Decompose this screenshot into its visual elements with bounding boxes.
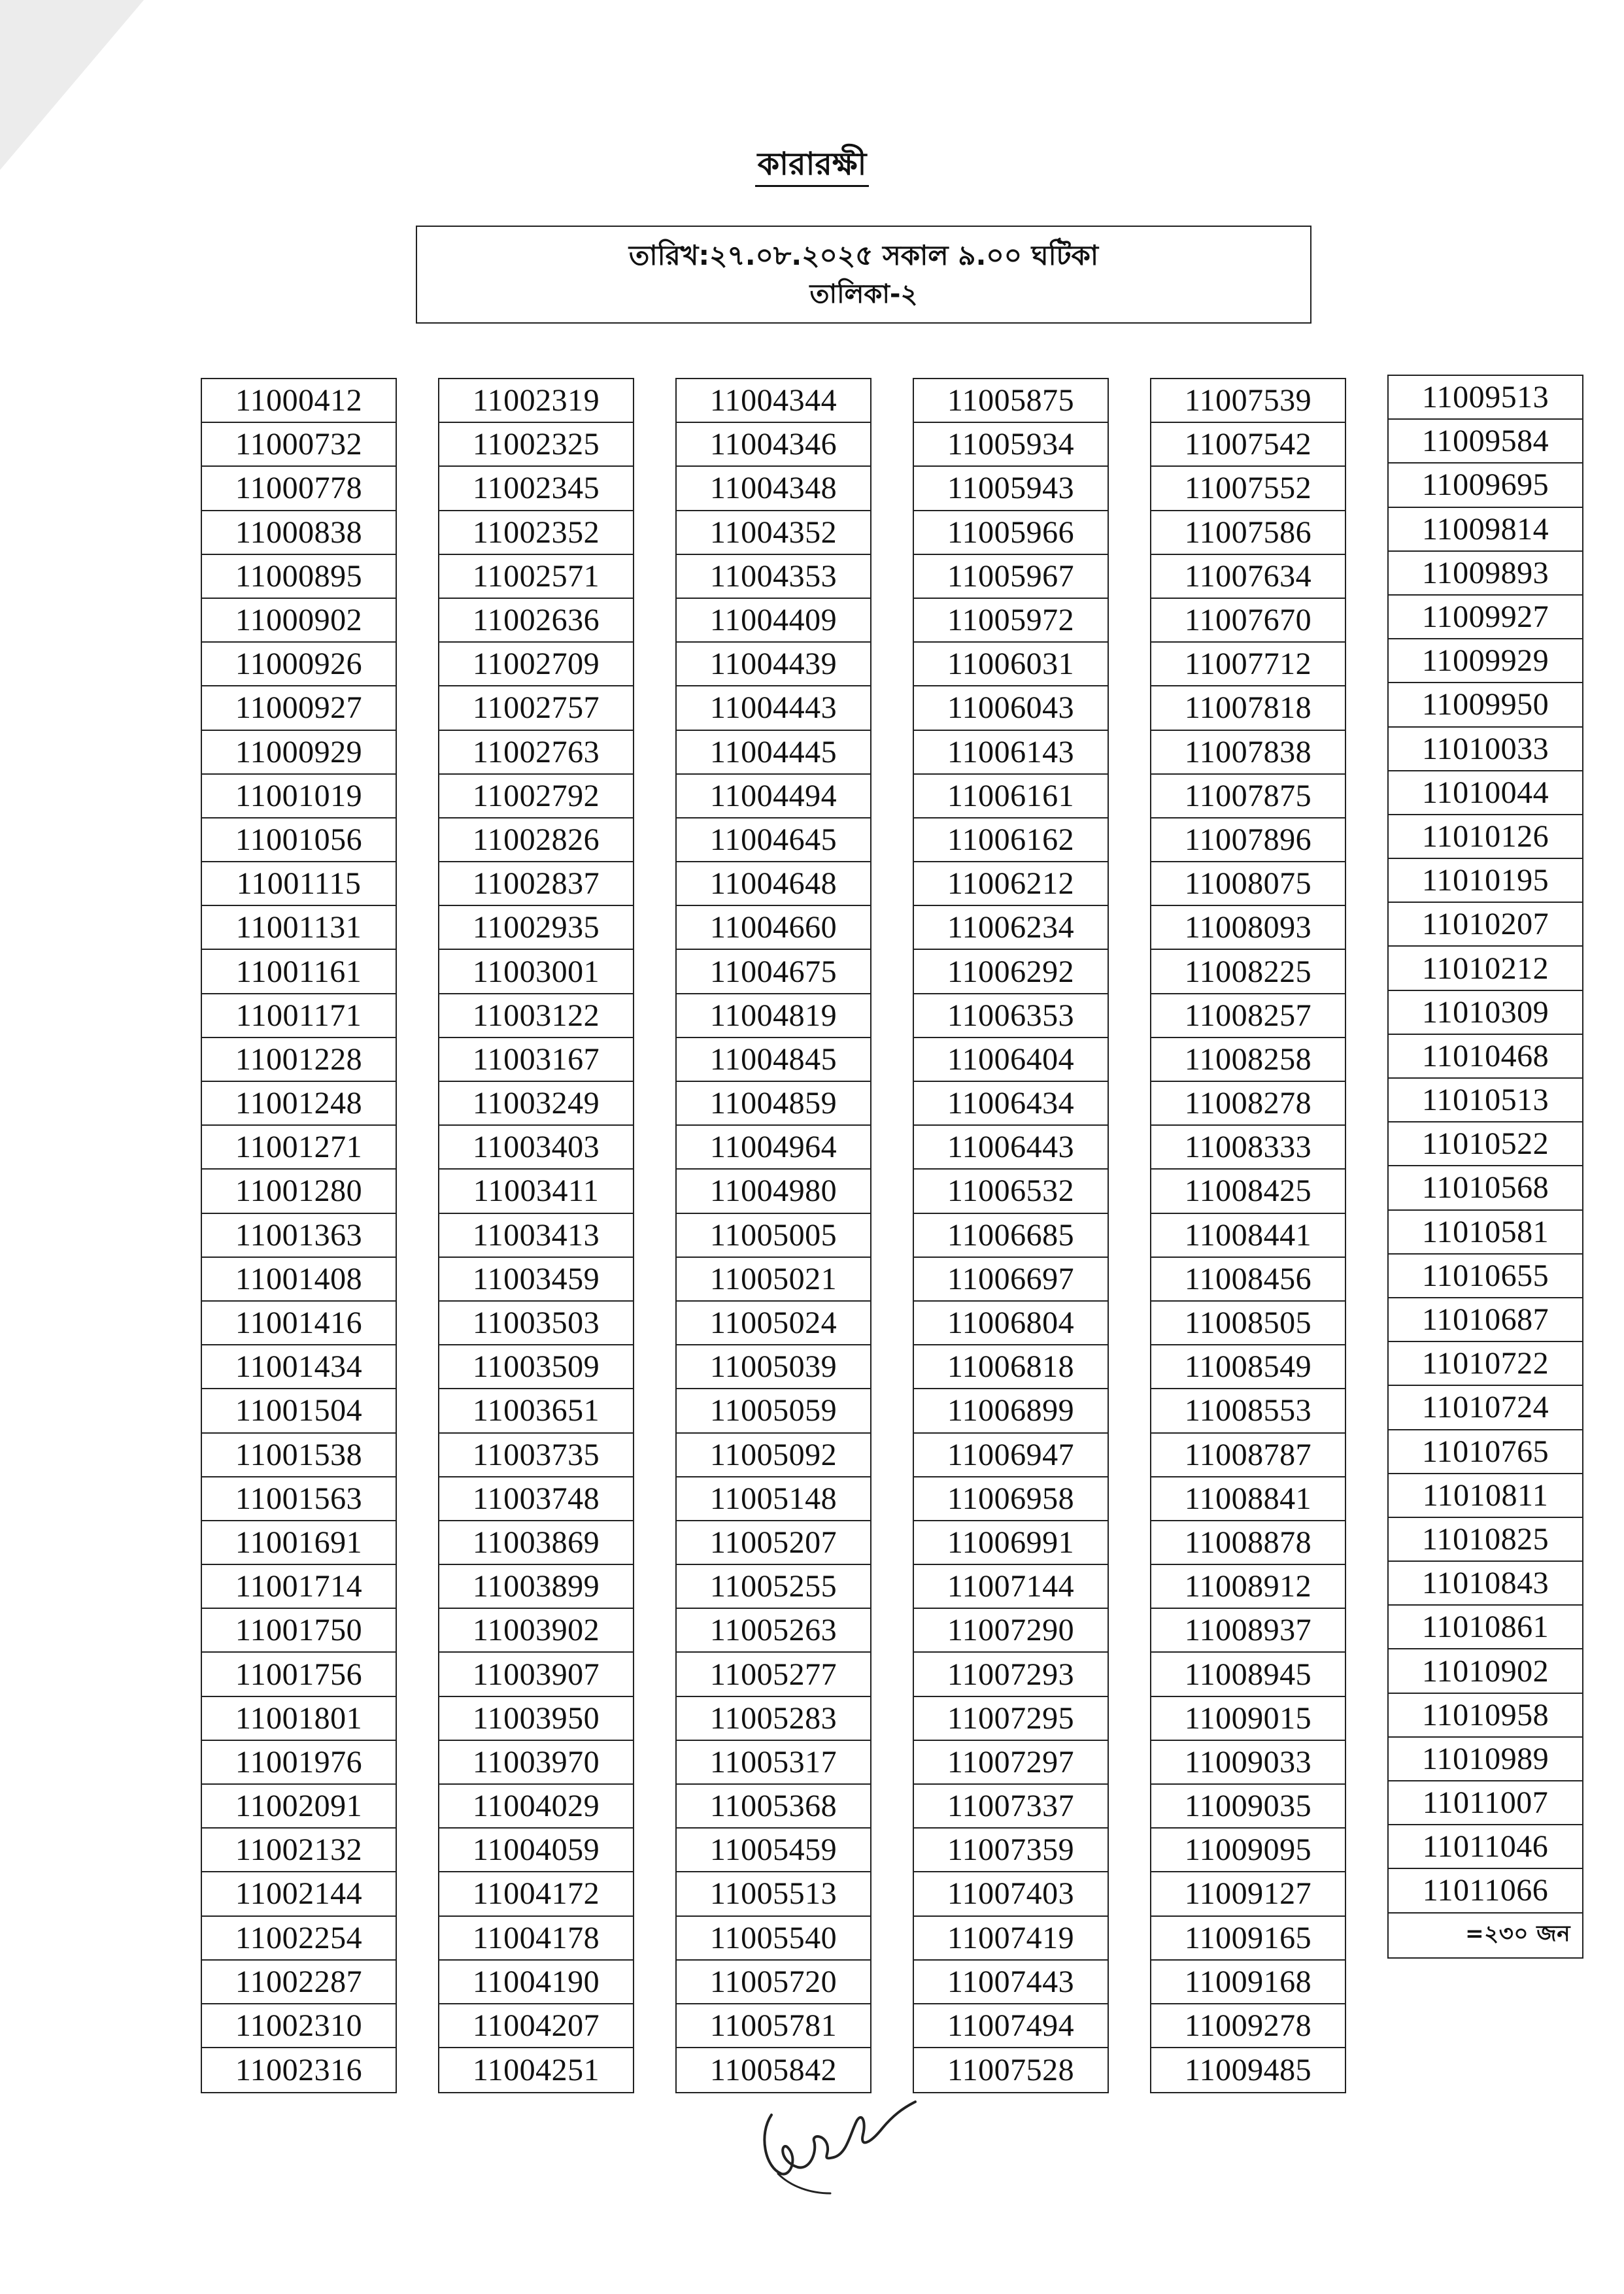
- roll-number-cell: 11002144: [202, 1872, 396, 1916]
- roll-number-cell: 11004344: [677, 379, 870, 423]
- roll-number-cell: 11005842: [709, 2053, 837, 2088]
- roll-number-cell: 11001271: [202, 1126, 396, 1170]
- roll-number-cell: 11002935: [439, 906, 633, 950]
- roll-number-cell: 11008333: [1151, 1126, 1345, 1170]
- roll-number-cell: 11004443: [677, 686, 870, 730]
- roll-number-cell: 11005092: [677, 1434, 870, 1477]
- roll-number-cell: 11009513: [1389, 376, 1582, 420]
- roll-number-cell: 11002571: [439, 555, 633, 599]
- roll-number-cell: 11007359: [914, 1829, 1108, 1872]
- roll-number-cell: 11001801: [202, 1697, 396, 1741]
- roll-number-cell: 11001019: [202, 775, 396, 818]
- roll-number-cell: 11009015: [1151, 1697, 1345, 1741]
- roll-column-2: [438, 378, 634, 2093]
- roll-number-cell: 11008505: [1151, 1302, 1345, 1345]
- roll-number-cell: 11009695: [1389, 464, 1582, 507]
- roll-number-cell: 11003249: [439, 1082, 633, 1126]
- roll-number-cell: 11008278: [1151, 1082, 1345, 1126]
- roll-number-cell: 11006818: [914, 1345, 1108, 1389]
- roll-number-cell: 11004494: [677, 775, 870, 818]
- roll-number-cell: 11004445: [677, 731, 870, 775]
- roll-number-cell: 11001408: [202, 1258, 396, 1302]
- roll-number-cell: 11002254: [202, 1917, 396, 1961]
- roll-number-cell: 11002319: [439, 379, 633, 423]
- roll-number-cell: 11007528: [947, 2053, 1075, 2088]
- roll-number-cell: 11009929: [1389, 639, 1582, 683]
- roll-number-cell: 11007542: [1151, 423, 1345, 467]
- roll-number-cell: 11001228: [202, 1038, 396, 1082]
- roll-number-cell: 11005207: [677, 1521, 870, 1565]
- roll-number-cell: 11011066: [1389, 1869, 1582, 1913]
- roll-number-cell: 11003899: [439, 1565, 633, 1609]
- roll-number-cell: 11008225: [1151, 950, 1345, 994]
- roll-number-cell: 11006697: [914, 1258, 1108, 1302]
- roll-number-cell: 11005967: [914, 555, 1108, 599]
- roll-number-cell: 11005024: [677, 1302, 870, 1345]
- roll-number-cell: 11007144: [914, 1565, 1108, 1609]
- roll-number-cell: 11004348: [677, 467, 870, 511]
- roll-number-cell: 11006532: [914, 1170, 1108, 1213]
- roll-number-cell: 11008075: [1151, 862, 1345, 906]
- header-box: [416, 226, 1311, 324]
- roll-number-cell: 11006804: [914, 1302, 1108, 1345]
- roll-number-cell: 11006404: [914, 1038, 1108, 1082]
- roll-number-cell: 11009165: [1151, 1917, 1345, 1961]
- roll-number-cell: 11002837: [439, 862, 633, 906]
- roll-number-cell: 11001563: [202, 1477, 396, 1521]
- roll-number-cell: 11010044: [1389, 771, 1582, 815]
- roll-number-cell: 11010722: [1389, 1342, 1582, 1386]
- roll-number-cell: 11010861: [1389, 1606, 1582, 1649]
- roll-number-cell: 11004645: [677, 818, 870, 862]
- roll-number-cell: 11007295: [914, 1697, 1108, 1741]
- total-count-cell: =২৩০ জন: [1465, 1920, 1570, 1947]
- roll-number-cell: 11010033: [1389, 728, 1582, 771]
- roll-number-cell: 11001434: [202, 1345, 396, 1389]
- roll-number-cell: 11003459: [439, 1258, 633, 1302]
- roll-number-cell: 11002132: [202, 1829, 396, 1872]
- roll-number-cell: 11003869: [439, 1521, 633, 1565]
- roll-number-cell: 11002763: [439, 731, 633, 775]
- roll-number-cell: 11009893: [1389, 552, 1582, 596]
- roll-number-cell: 11008549: [1151, 1345, 1345, 1389]
- roll-number-cell: 11000732: [202, 423, 396, 467]
- roll-number-cell: 11009584: [1389, 420, 1582, 464]
- roll-number-cell: 11001248: [202, 1082, 396, 1126]
- roll-number-cell: 11005283: [677, 1697, 870, 1741]
- roll-number-cell: 11010958: [1389, 1694, 1582, 1738]
- roll-number-cell: 11006043: [914, 686, 1108, 730]
- roll-number-cell: 11004964: [677, 1126, 870, 1170]
- roll-number-cell: 11007586: [1151, 511, 1345, 555]
- page-title: [0, 141, 1624, 192]
- roll-number-cell: 11005255: [677, 1565, 870, 1609]
- roll-number-cell: 11005005: [677, 1214, 870, 1258]
- roll-number-cell: 11004178: [439, 1917, 633, 1961]
- roll-number-cell: 11006143: [914, 731, 1108, 775]
- roll-number-cell: 11010811: [1389, 1474, 1582, 1518]
- roll-number-cell: 11007875: [1151, 775, 1345, 818]
- roll-number-cell: 11002310: [202, 2004, 396, 2048]
- roll-number-cell: 11004353: [677, 555, 870, 599]
- roll-number-cell: 11008912: [1151, 1565, 1345, 1609]
- roll-number-cell: 11009035: [1151, 1785, 1345, 1829]
- roll-number-cell: 11008425: [1151, 1170, 1345, 1213]
- roll-number-cell: 11001171: [202, 994, 396, 1038]
- roll-number-cell: 11007818: [1151, 686, 1345, 730]
- roll-number-cell: 11006212: [914, 862, 1108, 906]
- roll-number-cell: 11006947: [914, 1434, 1108, 1477]
- roll-number-cell: 11008787: [1151, 1434, 1345, 1477]
- roll-number-cell: 11004029: [439, 1785, 633, 1829]
- roll-number-cell: 11006443: [914, 1126, 1108, 1170]
- roll-number-cell: 11003167: [439, 1038, 633, 1082]
- signature: [752, 2095, 922, 2200]
- roll-number-cell: 11007297: [914, 1741, 1108, 1785]
- roll-number-cell: 11002757: [439, 686, 633, 730]
- roll-number-cell: 11005368: [677, 1785, 870, 1829]
- roll-number-cell: 11008456: [1151, 1258, 1345, 1302]
- roll-number-cell: 11007712: [1151, 643, 1345, 686]
- roll-number-cell: 11005934: [914, 423, 1108, 467]
- roll-number-cell: 11005263: [677, 1609, 870, 1653]
- roll-number-cell: 11009278: [1151, 2004, 1345, 2048]
- roll-number-cell: 11008258: [1151, 1038, 1345, 1082]
- roll-number-cell: 11005059: [677, 1389, 870, 1433]
- roll-number-cell: 11004660: [677, 906, 870, 950]
- roll-number-cell: 11006234: [914, 906, 1108, 950]
- roll-number-cell: 11000902: [202, 599, 396, 643]
- roll-number-cell: 11004845: [677, 1038, 870, 1082]
- roll-number-cell: 11010724: [1389, 1386, 1582, 1430]
- roll-number-cell: 11010468: [1389, 1035, 1582, 1079]
- roll-number-cell: 11005540: [677, 1917, 870, 1961]
- roll-number-cell: 11008945: [1151, 1653, 1345, 1696]
- roll-number-cell: 11004859: [677, 1082, 870, 1126]
- roll-number-cell: 11007337: [914, 1785, 1108, 1829]
- roll-number-cell: 11006161: [914, 775, 1108, 818]
- roll-number-cell: 11002325: [439, 423, 633, 467]
- roll-number-cell: 11010825: [1389, 1518, 1582, 1562]
- roll-number-cell: 11007634: [1151, 555, 1345, 599]
- roll-number-cell: 11011007: [1389, 1781, 1582, 1825]
- roll-number-cell: 11003970: [439, 1741, 633, 1785]
- list-label: তালিকা-২: [809, 279, 918, 309]
- roll-number-cell: 11010581: [1389, 1211, 1582, 1255]
- roll-number-cell: 11004172: [439, 1872, 633, 1916]
- roll-number-cell: 11008093: [1151, 906, 1345, 950]
- roll-number-cell: 11009814: [1389, 508, 1582, 552]
- roll-number-cell: 11003651: [439, 1389, 633, 1433]
- roll-number-cell: 11006899: [914, 1389, 1108, 1433]
- roll-number-cell: 11001416: [202, 1302, 396, 1345]
- roll-number-cell: 11004059: [439, 1829, 633, 1872]
- roll-number-cell: 11007670: [1151, 599, 1345, 643]
- roll-number-cell: 11000927: [202, 686, 396, 730]
- roll-number-cell: 11010195: [1389, 859, 1582, 903]
- roll-number-cell: 11005039: [677, 1345, 870, 1389]
- roll-number-cell: 11000929: [202, 731, 396, 775]
- roll-number-cell: 11006353: [914, 994, 1108, 1038]
- roll-number-cell: 11006031: [914, 643, 1108, 686]
- roll-number-cell: 11004819: [677, 994, 870, 1038]
- roll-number-cell: 11003735: [439, 1434, 633, 1477]
- roll-number-cell: 11002287: [202, 1961, 396, 2004]
- roll-number-cell: 11004207: [439, 2004, 633, 2048]
- roll-number-cell: 11009485: [1184, 2053, 1312, 2088]
- roll-number-cell: 11002636: [439, 599, 633, 643]
- roll-number-cell: 11005720: [677, 1961, 870, 2004]
- roll-number-cell: 11010522: [1389, 1122, 1582, 1166]
- roll-number-cell: 11010843: [1389, 1562, 1582, 1606]
- roll-column-5: [1150, 378, 1346, 2093]
- roll-number-cell: 11011046: [1389, 1825, 1582, 1869]
- roll-number-cell: 11002091: [202, 1785, 396, 1829]
- roll-number-cell: 11009168: [1151, 1961, 1345, 2004]
- roll-number-cell: 11009033: [1151, 1741, 1345, 1785]
- roll-number-cell: 11001131: [202, 906, 396, 950]
- roll-number-cell: 11005972: [914, 599, 1108, 643]
- roll-number-cell: 11004675: [677, 950, 870, 994]
- roll-number-cell: 11005277: [677, 1653, 870, 1696]
- roll-number-cell: 11007539: [1151, 379, 1345, 423]
- roll-number-cell: 11005021: [677, 1258, 870, 1302]
- roll-number-cell: 11008937: [1151, 1609, 1345, 1653]
- roll-number-cell: 11001538: [202, 1434, 396, 1477]
- roll-number-cell: 11004190: [439, 1961, 633, 2004]
- roll-number-cell: 11005148: [677, 1477, 870, 1521]
- roll-number-cell: 11006685: [914, 1214, 1108, 1258]
- roll-number-cell: 11004346: [677, 423, 870, 467]
- roll-number-cell: 11006292: [914, 950, 1108, 994]
- roll-number-cell: 11005781: [677, 2004, 870, 2048]
- roll-number-cell: 11004980: [677, 1170, 870, 1213]
- roll-number-cell: 11008841: [1151, 1477, 1345, 1521]
- roll-number-cell: 11002345: [439, 467, 633, 511]
- roll-number-cell: 11007419: [914, 1917, 1108, 1961]
- roll-number-cell: 11007290: [914, 1609, 1108, 1653]
- exam-date-line: তারিখ:২৭.০৮.২০২৫ সকাল ৯.০০ ঘটিকা: [628, 239, 1099, 271]
- roll-number-cell: 11006434: [914, 1082, 1108, 1126]
- roll-column-4: [913, 378, 1109, 2093]
- roll-number-cell: 11010655: [1389, 1255, 1582, 1298]
- roll-number-cell: 11010765: [1389, 1430, 1582, 1474]
- roll-number-cell: 11003413: [439, 1214, 633, 1258]
- roll-number-cell: 11010687: [1389, 1298, 1582, 1342]
- roll-number-cell: 11003001: [439, 950, 633, 994]
- roll-number-cell: 11001750: [202, 1609, 396, 1653]
- roll-number-cell: 11005966: [914, 511, 1108, 555]
- roll-number-cell: 11007552: [1151, 467, 1345, 511]
- roll-number-cell: 11002316: [235, 2053, 363, 2088]
- roll-column-3: [675, 378, 871, 2093]
- roll-number-cell: 11010207: [1389, 903, 1582, 947]
- roll-number-cell: 11000838: [202, 511, 396, 555]
- roll-number-cell: 11001691: [202, 1521, 396, 1565]
- roll-number-cell: 11008553: [1151, 1389, 1345, 1433]
- roll-number-cell: 11009127: [1151, 1872, 1345, 1916]
- roll-number-cell: 11007443: [914, 1961, 1108, 2004]
- roll-number-cell: 11001976: [202, 1741, 396, 1785]
- roll-number-cell: 11004439: [677, 643, 870, 686]
- roll-number-cell: 11005459: [677, 1829, 870, 1872]
- roll-number-cell: 11004648: [677, 862, 870, 906]
- roll-number-cell: 11006958: [914, 1477, 1108, 1521]
- roll-number-cell: 11010902: [1389, 1649, 1582, 1693]
- roll-number-cell: 11009950: [1389, 683, 1582, 727]
- roll-number-cell: 11007293: [914, 1653, 1108, 1696]
- roll-number-cell: 11005943: [914, 467, 1108, 511]
- roll-number-cell: 11009095: [1151, 1829, 1345, 1872]
- roll-number-cell: 11004352: [677, 511, 870, 555]
- roll-number-cell: 11010513: [1389, 1079, 1582, 1122]
- roll-number-cell: 11008441: [1151, 1214, 1345, 1258]
- roll-number-cell: 11005875: [914, 379, 1108, 423]
- roll-number-cell: 11008257: [1151, 994, 1345, 1038]
- roll-column-6: [1387, 375, 1583, 1959]
- roll-number-cell: 11002709: [439, 643, 633, 686]
- roll-number-cell: 11001056: [202, 818, 396, 862]
- roll-number-cell: 11001280: [202, 1170, 396, 1213]
- roll-number-cell: 11001115: [202, 862, 396, 906]
- roll-number-cell: 11010568: [1389, 1166, 1582, 1210]
- roll-number-cell: 11000926: [202, 643, 396, 686]
- roll-number-cell: 11010212: [1389, 947, 1582, 990]
- roll-number-cell: 11010126: [1389, 815, 1582, 859]
- roll-number-cell: 11005513: [677, 1872, 870, 1916]
- page-title-text: কারারক্ষী: [755, 146, 870, 187]
- roll-number-cell: 11003503: [439, 1302, 633, 1345]
- roll-column-1: [201, 378, 397, 2093]
- roll-number-cell: 11007494: [914, 2004, 1108, 2048]
- roll-number-cell: 11002792: [439, 775, 633, 818]
- roll-number-cell: 11003748: [439, 1477, 633, 1521]
- roll-number-cell: 11001161: [202, 950, 396, 994]
- roll-number-cell: 11010309: [1389, 991, 1582, 1035]
- roll-number-cell: 11007838: [1151, 731, 1345, 775]
- roll-number-cell: 11008878: [1151, 1521, 1345, 1565]
- roll-number-cell: 11005317: [677, 1741, 870, 1785]
- roll-number-cell: 11004409: [677, 599, 870, 643]
- roll-number-cell: 11007896: [1151, 818, 1345, 862]
- roll-number-cell: 11000412: [202, 379, 396, 423]
- roll-number-cell: 11003122: [439, 994, 633, 1038]
- roll-number-cell: 11002352: [439, 511, 633, 555]
- roll-number-cell: 11003950: [439, 1697, 633, 1741]
- roll-number-cell: 11006162: [914, 818, 1108, 862]
- roll-number-cell: 11003509: [439, 1345, 633, 1389]
- roll-number-cell: 11003411: [439, 1170, 633, 1213]
- roll-number-cell: 11009927: [1389, 596, 1582, 639]
- roll-number-cell: 11001714: [202, 1565, 396, 1609]
- roll-number-cell: 11010989: [1389, 1738, 1582, 1781]
- roll-number-cell: 11001756: [202, 1653, 396, 1696]
- roll-number-cell: 11002826: [439, 818, 633, 862]
- roll-number-cell: 11003907: [439, 1653, 633, 1696]
- roll-number-cell: 11001363: [202, 1214, 396, 1258]
- roll-number-cell: 11003902: [439, 1609, 633, 1653]
- roll-number-cell: 11004251: [472, 2053, 600, 2088]
- roll-number-cell: 11001504: [202, 1389, 396, 1433]
- roll-number-cell: 11006991: [914, 1521, 1108, 1565]
- roll-number-cell: 11003403: [439, 1126, 633, 1170]
- roll-number-cell: 11000895: [202, 555, 396, 599]
- roll-number-cell: 11000778: [202, 467, 396, 511]
- roll-number-cell: 11007403: [914, 1872, 1108, 1916]
